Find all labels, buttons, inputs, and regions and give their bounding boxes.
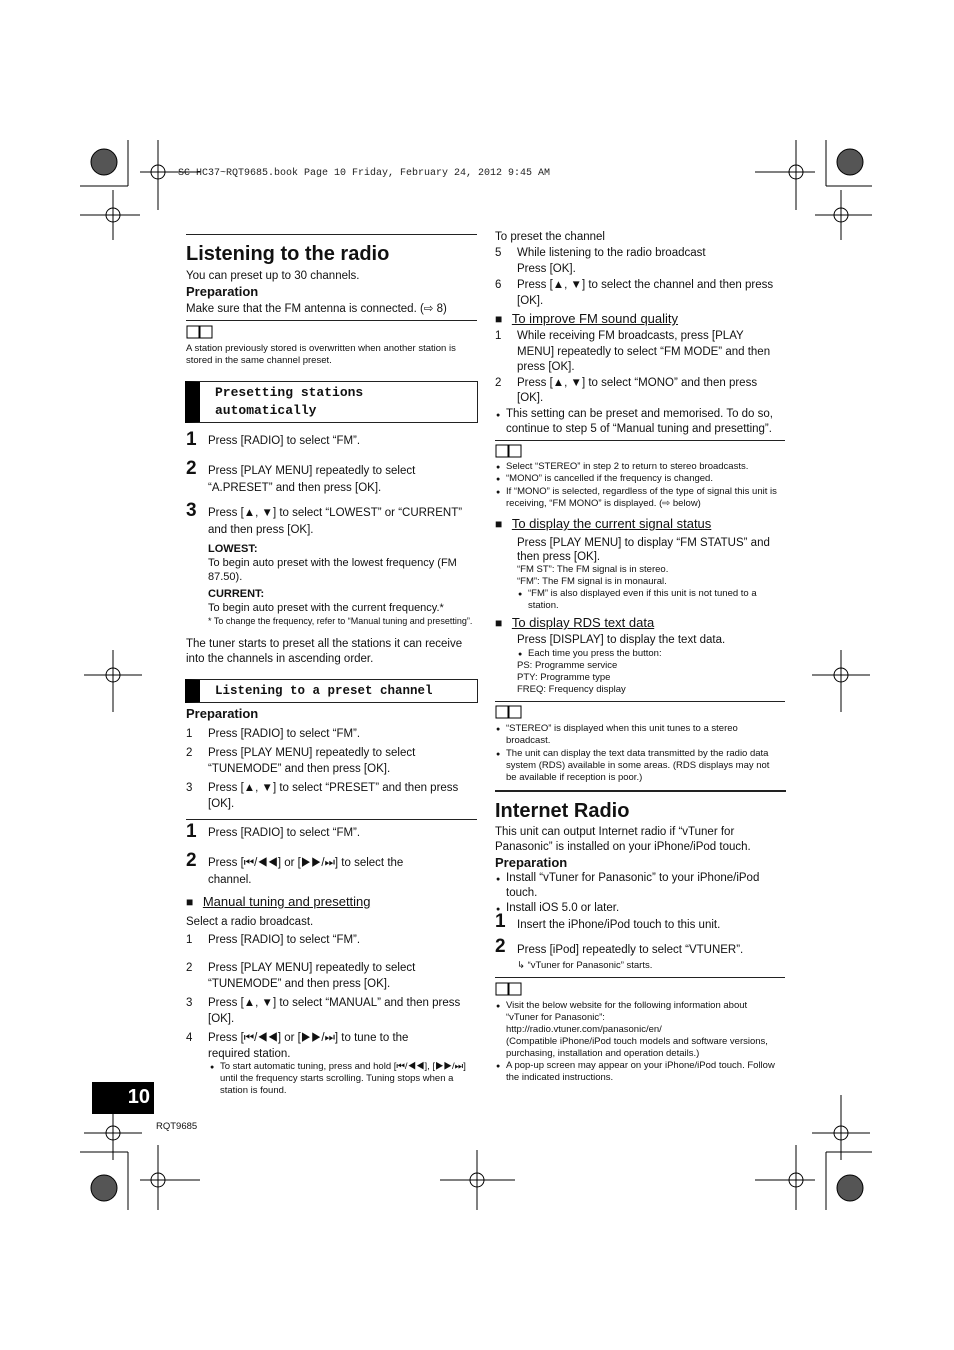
note-vtuner: Visit the below website for the following information about “vTuner for Panasonic”: http://radio.vtuner.com/panasonic/en/ (Compatible iPhone/iPod touch models and software versions, purchasing, installation and operation details.) A pop-up screen may appear on your iPhone/iPod touch. Follow the indicated instructions. [506, 1000, 775, 1083]
page-number-box [92, 1082, 154, 1114]
note-rds: “STEREO” is displayed when this unit tunes to a stereo broadcast. The unit can display the text data transmitted by the radio data system (RDS) available in some areas. (RDS displays may not be available if reception is poor.) [506, 723, 770, 784]
step-text: Press [RADIO] to select “FM”. [208, 435, 361, 447]
prep-label: Preparation [186, 284, 259, 299]
preset-block: To preset the channel 5 While listening to the radio broadcast Press [OK]. 6 Press [▲, ▼] to select the channel and then press [OK]. [495, 231, 774, 307]
lowest-block: LOWEST: To begin auto preset with the lowest frequency (FM 87.50). CURRENT: To begin auto preset with the current frequency.* * To change the frequency, refer to “Manual tuning and presetting”. [208, 543, 473, 626]
left-column [186, 242, 477, 317]
section-box-presetting: Presetting stations automatically [185, 381, 478, 423]
step-result: ↳ “vTuner for Panasonic” starts. [517, 960, 653, 971]
step-text: Press [RADIO] to select “FM”. [208, 827, 361, 839]
internet-title: Internet Radio [495, 800, 630, 822]
step-text: Press [iPod] repeatedly to select “VTUNER”. [517, 944, 744, 956]
rds-heading: ■ To display RDS text data [495, 615, 655, 630]
step-text: Insert the iPhone/iPod touch to this unit. [517, 919, 721, 931]
rds-block: Press [DISPLAY] to display the text data. Each time you press the button: PS: Programme service PTY: Programme type FREQ: Frequency display [517, 634, 726, 695]
internet-section: Internet Radio This unit can output Internet radio if “vTuner for Panasonic” is installed on your iPhone/iPod touch. Preparation Install “vTuner for Panasonic” to your iPhone/iPod touch. Install iOS 5.0 or later. [495, 799, 785, 916]
intro-text: You can preset up to 30 channels. [186, 270, 360, 282]
signal-heading: ■ To display the current signal status [495, 516, 712, 531]
book-icon [186, 325, 214, 339]
note-overwrite: A station previously stored is overwritten when another station is stored in the same channel preset. [186, 343, 456, 366]
signal-block: Press [PLAY MENU] to display “FM STATUS” and then press [OK]. “FM ST”: The FM signal is in stereo. “FM”: The FM signal is in monaural. “FM” is also displayed even if this unit is not tuned to a station. [517, 537, 770, 611]
fm-heading: ■ To improve FM sound quality [495, 311, 679, 326]
page-title: Listening to the radio [186, 243, 390, 265]
step-text: Press [▲, ▼] to select “LOWEST” or “CURRENT” and then press [OK]. [208, 507, 463, 536]
manual-intro: Select a radio broadcast. [186, 916, 314, 928]
print-header: SC-HC37~RQT9685.book Page 10 Friday, February 24, 2012 9:45 AM [178, 168, 551, 179]
prep2-block: Preparation [186, 706, 259, 721]
book-icon [495, 705, 523, 719]
manual-steps: 1 Press [RADIO] to select “FM”. 2 Press [PLAY MENU] repeatedly to select “TUNEMODE” and then press [OK]. 3 Press [▲, ▼] to select “MANUAL” and then press [OK]. 4 Press [⏮/◀◀] or [▶▶/⏭] to tune to the required station. [186, 934, 461, 1060]
step-text: Press [⏮/◀◀] or [▶▶/⏭] to select the channel. [208, 857, 404, 886]
book-icon [495, 982, 523, 996]
prep-text: Make sure that the FM antenna is connected. (⇨ 8) [186, 303, 447, 315]
note-mono: Select “STEREO” in step 2 to return to stereo broadcasts. “MONO” is cancelled if the frequency is changed. If “MONO” is selected, regardless of the type of signal this unit is receiving, “FM MONO” is displayed. (⇨ below) [506, 461, 777, 509]
book-icon [495, 444, 523, 458]
step-text: Press [PLAY MENU] repeatedly to select “A.PRESET” and then press [OK]. [208, 465, 416, 494]
prep2-steps: 1 Press [RADIO] to select “FM”. 2 Press [PLAY MENU] repeatedly to select “TUNEMODE” and then press [OK]. 3 Press [▲, ▼] to select “PRESET” and then press [OK]. [186, 728, 459, 810]
model-code: RQT9685 [156, 1121, 198, 1132]
tuner-text: The tuner starts to preset all the stations it can receive into the channels in ascending order. [186, 638, 463, 665]
manual-heading: ■ Manual tuning and presetting [186, 894, 371, 909]
manual-bullet: To start automatic tuning, press and hold [⏮/◀◀], [▶▶/⏭] until the frequency starts scrolling. Tuning stops when a station is found. [220, 1061, 466, 1096]
fm-steps: 1 While receiving FM broadcasts, press [PLAY MENU] repeatedly to select “FM MODE” and then press [OK]. 2 Press [▲, ▼] to select “MONO” and then press [OK]. This setting can be preset and memorised. To do so, continue to step 5 of “Manual tuning and presetting”. [495, 330, 773, 435]
section-box-listening: Listening to a preset channel [185, 679, 478, 703]
page-number: 10 [127, 1086, 150, 1108]
